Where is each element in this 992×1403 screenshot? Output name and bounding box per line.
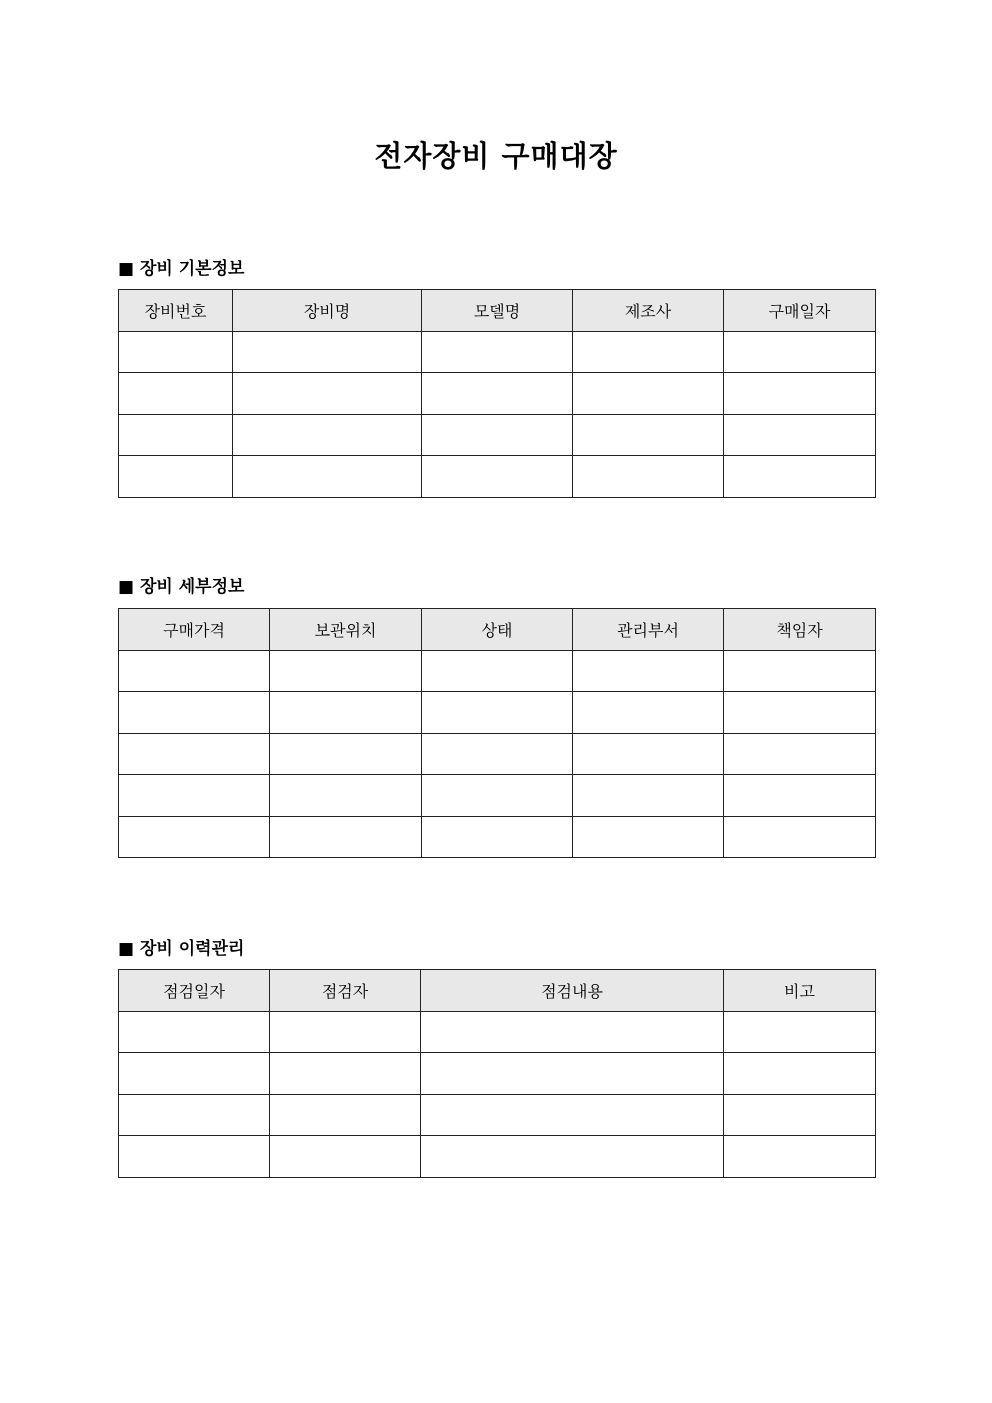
column-header: 제조사 bbox=[573, 290, 724, 332]
table-cell[interactable] bbox=[270, 1011, 421, 1053]
column-header: 비고 bbox=[724, 970, 876, 1012]
table-row bbox=[119, 1136, 876, 1178]
table-cell[interactable] bbox=[573, 373, 724, 415]
table-cell[interactable] bbox=[724, 1136, 876, 1178]
table-cell[interactable] bbox=[233, 414, 422, 456]
table-cell[interactable] bbox=[270, 1094, 421, 1136]
table-cell[interactable] bbox=[270, 733, 422, 775]
table-row bbox=[119, 414, 876, 456]
table-row bbox=[119, 373, 876, 415]
table-cell[interactable] bbox=[573, 650, 724, 692]
table-row bbox=[119, 1011, 876, 1053]
column-header: 상태 bbox=[422, 609, 573, 651]
table-row bbox=[119, 650, 876, 692]
table-cell[interactable] bbox=[724, 1011, 876, 1053]
table-cell[interactable] bbox=[422, 373, 573, 415]
table-cell[interactable] bbox=[233, 373, 422, 415]
table-cell[interactable] bbox=[119, 373, 233, 415]
table-cell[interactable] bbox=[724, 1053, 876, 1095]
table-row bbox=[119, 331, 876, 373]
table-cell[interactable] bbox=[119, 1094, 270, 1136]
table-cell[interactable] bbox=[422, 816, 573, 858]
table-cell[interactable] bbox=[270, 775, 422, 817]
table-row bbox=[119, 733, 876, 775]
table-cell[interactable] bbox=[573, 816, 724, 858]
table-cell[interactable] bbox=[573, 692, 724, 734]
table-cell[interactable] bbox=[573, 775, 724, 817]
table-cell[interactable] bbox=[119, 1136, 270, 1178]
basic-info-table bbox=[118, 289, 876, 498]
column-header: 점검일자 bbox=[119, 970, 270, 1012]
table-cell[interactable] bbox=[119, 775, 270, 817]
table-header-row bbox=[119, 609, 876, 651]
column-header: 구매가격 bbox=[119, 609, 270, 651]
table-cell[interactable] bbox=[233, 331, 422, 373]
table-cell[interactable] bbox=[724, 373, 876, 415]
table-cell[interactable] bbox=[421, 1053, 724, 1095]
table-cell[interactable] bbox=[233, 456, 422, 498]
table-header-row bbox=[119, 290, 876, 332]
table-header-row bbox=[119, 970, 876, 1012]
table-row bbox=[119, 775, 876, 817]
table-cell[interactable] bbox=[119, 650, 270, 692]
column-header: 점검내용 bbox=[421, 970, 724, 1012]
table-cell[interactable] bbox=[724, 816, 876, 858]
table-cell[interactable] bbox=[119, 1053, 270, 1095]
table-cell[interactable] bbox=[421, 1011, 724, 1053]
section-heading-detail-info: ■ 장비 세부정보 bbox=[118, 577, 245, 597]
table-row bbox=[119, 692, 876, 734]
table-cell[interactable] bbox=[724, 331, 876, 373]
table-cell[interactable] bbox=[421, 1094, 724, 1136]
table-row bbox=[119, 1094, 876, 1136]
table-cell[interactable] bbox=[422, 692, 573, 734]
table-cell[interactable] bbox=[724, 733, 876, 775]
table-cell[interactable] bbox=[422, 650, 573, 692]
table-cell[interactable] bbox=[270, 1136, 421, 1178]
table-cell[interactable] bbox=[573, 331, 724, 373]
table-cell[interactable] bbox=[724, 1094, 876, 1136]
column-header: 관리부서 bbox=[573, 609, 724, 651]
column-header: 장비번호 bbox=[119, 290, 233, 332]
table-cell[interactable] bbox=[422, 775, 573, 817]
section-heading-basic-info: ■ 장비 기본정보 bbox=[118, 259, 245, 279]
document-title: 전자장비 구매대장 bbox=[374, 139, 618, 173]
column-header: 점검자 bbox=[270, 970, 421, 1012]
table-cell[interactable] bbox=[119, 414, 233, 456]
table-row bbox=[119, 456, 876, 498]
table-cell[interactable] bbox=[724, 414, 876, 456]
history-table bbox=[118, 969, 876, 1178]
table-cell[interactable] bbox=[270, 692, 422, 734]
table-cell[interactable] bbox=[724, 775, 876, 817]
table-cell[interactable] bbox=[119, 456, 233, 498]
table-cell[interactable] bbox=[119, 1011, 270, 1053]
section-heading-history: ■ 장비 이력관리 bbox=[118, 939, 245, 959]
table-cell[interactable] bbox=[119, 733, 270, 775]
column-header: 모델명 bbox=[422, 290, 573, 332]
column-header: 책임자 bbox=[724, 609, 876, 651]
table-cell[interactable] bbox=[422, 733, 573, 775]
table-cell[interactable] bbox=[422, 456, 573, 498]
table-cell[interactable] bbox=[119, 692, 270, 734]
table-cell[interactable] bbox=[422, 331, 573, 373]
table-cell[interactable] bbox=[573, 414, 724, 456]
table-cell[interactable] bbox=[573, 733, 724, 775]
table-cell[interactable] bbox=[573, 456, 724, 498]
table-cell[interactable] bbox=[724, 650, 876, 692]
table-row bbox=[119, 816, 876, 858]
column-header: 보관위치 bbox=[270, 609, 422, 651]
table-cell[interactable] bbox=[421, 1136, 724, 1178]
detail-info-table bbox=[118, 608, 876, 858]
table-cell[interactable] bbox=[422, 414, 573, 456]
table-cell[interactable] bbox=[270, 650, 422, 692]
table-cell[interactable] bbox=[270, 816, 422, 858]
table-cell[interactable] bbox=[270, 1053, 421, 1095]
table-cell[interactable] bbox=[119, 816, 270, 858]
table-row bbox=[119, 1053, 876, 1095]
column-header: 구매일자 bbox=[724, 290, 876, 332]
table-cell[interactable] bbox=[724, 692, 876, 734]
table-cell[interactable] bbox=[119, 331, 233, 373]
column-header: 장비명 bbox=[233, 290, 422, 332]
table-cell[interactable] bbox=[724, 456, 876, 498]
